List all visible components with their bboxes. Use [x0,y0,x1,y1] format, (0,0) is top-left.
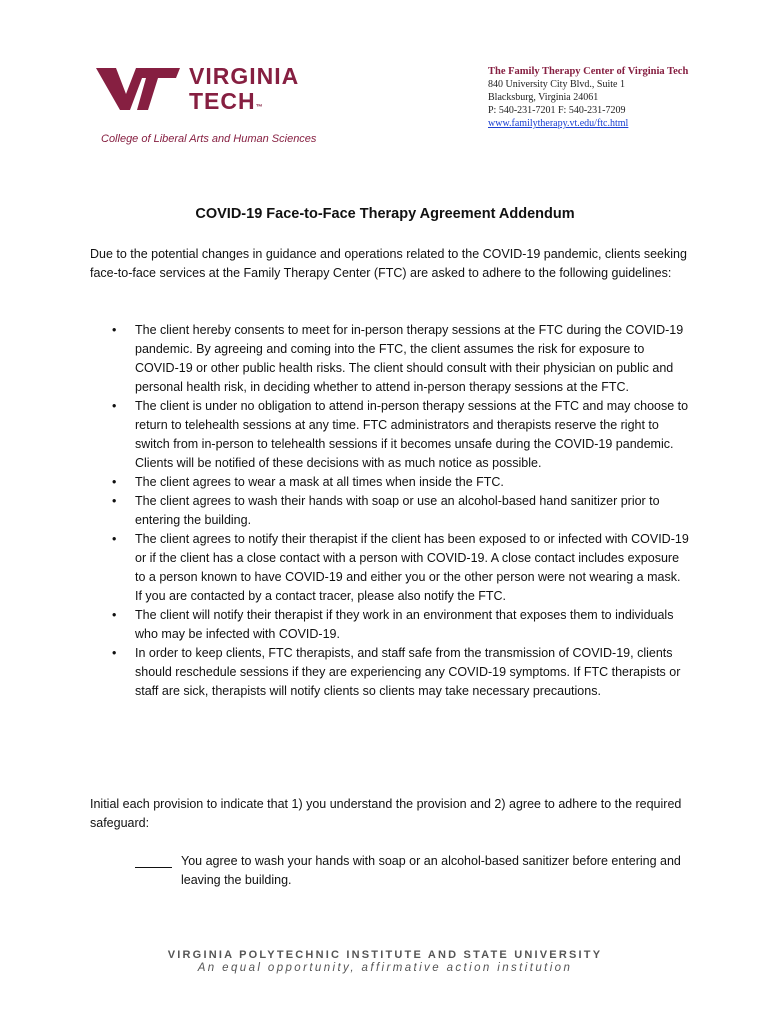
address-street: 840 University City Blvd., Suite 1 [488,79,625,90]
footer-university: VIRGINIA POLYTECHNIC INSTITUTE AND STATE UNIVERSITY [167,949,603,961]
page-footer [0,949,770,974]
guidelines-list [90,321,690,701]
footer-tagline: An equal opportunity, affirmative action institution [197,962,573,974]
address-phone-fax: P: 540-231-7201 F: 540-231-7209 [488,105,626,116]
address-block [488,65,688,130]
list-item: • The client agrees to wear a mask at all times when inside the FTC. [90,473,690,492]
address-city: Blacksburg, Virginia 24061 [488,92,599,103]
list-item: • In order to keep clients, FTC therapists, and staff safe from the transmission of COVID-19, clients should reschedule sessions if they are experiencing any COVID-19 symptoms. If FTC therapists or staff are sick, therapists will notify clients so clients may take necessary precautions. [90,644,690,701]
logo-line2: TECH™ [189,88,263,114]
list-item: • The client agrees to wash their hands with soap or use an alcohol-based hand sanitizer prior to entering the building. [90,492,690,530]
website-link[interactable]: www.familytherapy.vt.edu/ftc.html [488,118,629,129]
list-item: • The client agrees to notify their therapist if the client has been exposed to or infected with COVID-19 or if the client has a close contact with a person with COVID-19. A close contact includes exposure to a person known to have COVID-19 and either you or the other person were not wearing a mask. If you are contacted by a contact tracer, please also notify the FTC. [90,530,690,606]
virginia-tech-logo [96,64,326,114]
list-item: • The client is under no obligation to attend in-person therapy sessions at the FTC and may choose to return to telehealth sessions at any time. FTC administrators and therapists reserve the right to switch from in-person to telehealth sessions if it becomes unsafe during the COVID-19 pandemic. Clients will be notified of these decisions with as much notice as possible. [90,397,690,473]
list-item: • The client will notify their therapist if they work in an environment that exposes them to individuals who may be infected with COVID-19. [90,606,690,644]
trademark-symbol: ™ [255,104,263,111]
initial-provision-text: You agree to wash your hands with soap or an alcohol-based sanitizer before entering and leaving the building. [181,854,681,887]
org-name: The Family Therapy Center of Virginia Tech [488,66,689,77]
vt-monogram-icon [96,64,184,114]
list-item: • The client hereby consents to meet for in-person therapy sessions at the FTC during the COVID-19 pandemic. By agreeing and coming into the FTC, the client assumes the risk for exposure to COVID-19 or other public health risks. The client should consult with their physician on public and personal health risk, in deciding whether to attend in-person therapy sessions at the FTC. [90,321,690,397]
initial-blank-field[interactable] [135,867,172,868]
college-name: College of Liberal Arts and Human Sciences [101,133,317,145]
logo-line1: VIRGINIA [189,63,300,89]
document-title: COVID-19 Face-to-Face Therapy Agreement Addendum [195,206,575,222]
intro-paragraph: Due to the potential changes in guidance and operations related to the COVID-19 pandemic, clients seeking face-to-face services at the Family Therapy Center (FTC) are asked to adhere to the following guidelines: [90,247,687,280]
logo-wordmark [189,64,299,120]
initial-instructions: Initial each provision to indicate that 1) you understand the provision and 2) agree to adhere to the required safeguard: [90,797,682,830]
initial-provision-row [135,852,690,890]
